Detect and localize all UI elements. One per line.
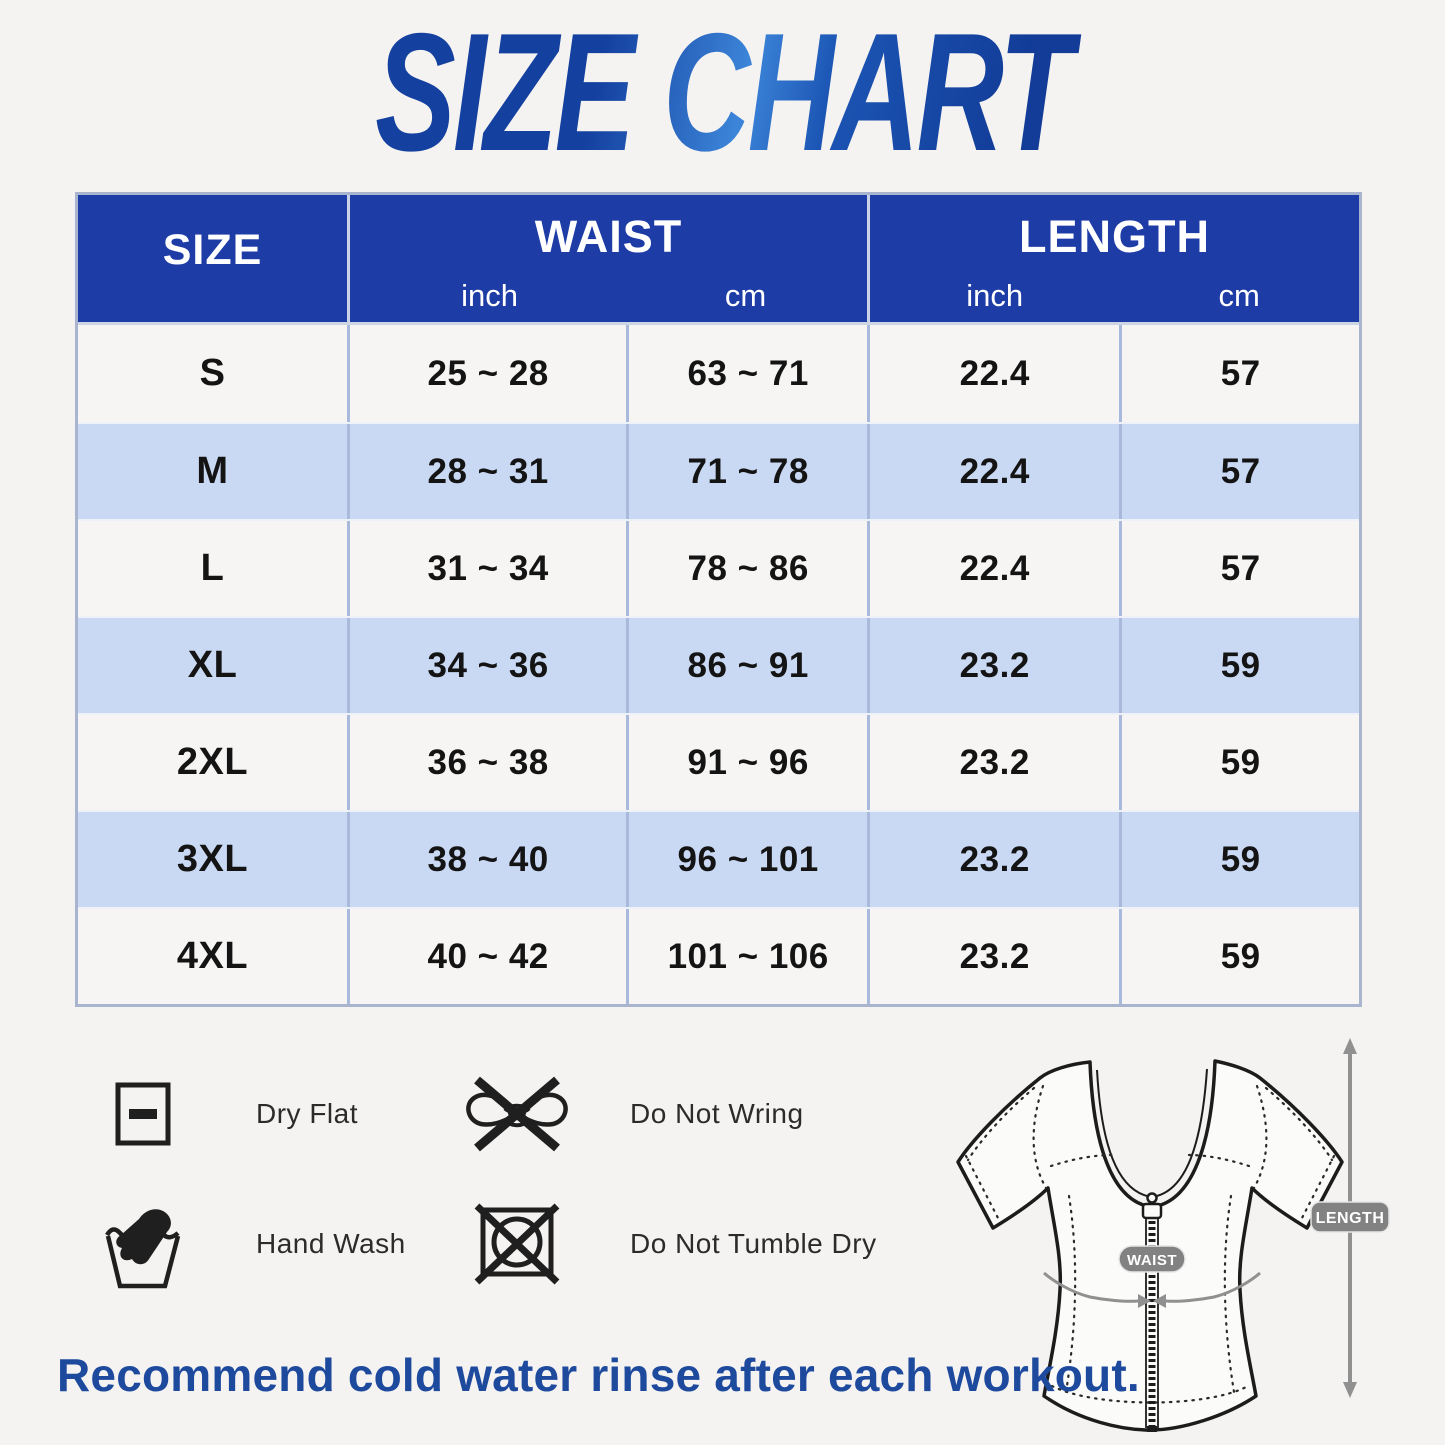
cell-waist-cm: 101 ~ 106	[626, 909, 867, 1004]
table-row	[78, 422, 1359, 519]
cell-length-cm: 57	[1119, 325, 1359, 422]
page-title: SIZE CHART	[202, 8, 1242, 176]
cell-size: 2XL	[176, 741, 249, 783]
cell-waist-cm: 71 ~ 78	[626, 424, 867, 519]
cell-waist-inch: 25 ~ 28	[347, 325, 626, 422]
waist-inch-unit-label: inch	[461, 278, 519, 313]
cell-length-cm: 57	[1119, 521, 1359, 616]
size-table	[75, 192, 1362, 1007]
table-row	[78, 907, 1359, 1004]
cell-length-inch: 23.2	[867, 618, 1119, 713]
care-label: Dry Flat	[256, 1098, 358, 1129]
care-item-do-not-tumble-dry	[452, 1192, 877, 1296]
cell-waist-cm: 91 ~ 96	[626, 715, 867, 810]
care-label: Hand Wash	[256, 1228, 406, 1259]
table-body	[78, 325, 1359, 1004]
cell-waist-cm: 78 ~ 86	[626, 521, 867, 616]
cell-length-inch: 22.4	[867, 521, 1119, 616]
table-row	[78, 519, 1359, 616]
table-row	[78, 616, 1359, 713]
cell-length-inch: 22.4	[867, 325, 1119, 422]
cell-length-cm: 59	[1119, 909, 1359, 1004]
cell-length-cm: 59	[1119, 812, 1359, 907]
column-header-waist	[347, 195, 867, 322]
length-cm-unit-label: cm	[1218, 278, 1260, 313]
cell-waist-cm: 63 ~ 71	[626, 325, 867, 422]
care-label: Do Not Tumble Dry	[630, 1228, 877, 1259]
zipper	[1143, 1194, 1161, 1433]
length-header-label: LENGTH	[1019, 211, 1211, 262]
cell-waist-cm: 86 ~ 91	[626, 618, 867, 713]
do-not-wring-icon	[452, 1071, 582, 1157]
cell-waist-inch: 31 ~ 34	[347, 521, 626, 616]
cell-length-cm: 57	[1119, 424, 1359, 519]
column-header-size: SIZE	[162, 226, 263, 274]
care-item-hand-wash	[78, 1192, 406, 1296]
cell-waist-inch: 40 ~ 42	[347, 909, 626, 1004]
table-row	[78, 810, 1359, 907]
cell-length-inch: 23.2	[867, 812, 1119, 907]
dry-flat-icon	[78, 1081, 208, 1147]
cell-length-inch: 23.2	[867, 909, 1119, 1004]
cell-waist-inch: 36 ~ 38	[347, 715, 626, 810]
cell-size: S	[199, 352, 226, 394]
cell-size: XL	[187, 644, 238, 686]
cell-size: 3XL	[176, 838, 249, 880]
cell-waist-cm: 96 ~ 101	[626, 812, 867, 907]
care-item-do-not-wring	[452, 1062, 804, 1166]
hand-wash-icon	[78, 1197, 208, 1291]
table-row	[78, 713, 1359, 810]
cell-size: 4XL	[176, 935, 249, 977]
column-header-length	[867, 195, 1359, 322]
cell-waist-inch: 34 ~ 36	[347, 618, 626, 713]
length-badge-label: LENGTH	[1315, 1210, 1385, 1227]
waist-header-label: WAIST	[534, 211, 683, 262]
cell-size: M	[196, 450, 229, 492]
care-label: Do Not Wring	[630, 1098, 804, 1129]
length-inch-unit-label: inch	[966, 278, 1024, 313]
cell-length-cm: 59	[1119, 715, 1359, 810]
cell-waist-inch: 28 ~ 31	[347, 424, 626, 519]
table-header-row	[78, 195, 1359, 325]
waist-cm-unit-label: cm	[724, 278, 767, 313]
care-item-dry-flat	[78, 1062, 358, 1166]
cell-size: L	[200, 547, 225, 589]
table-row	[78, 325, 1359, 422]
cell-length-inch: 23.2	[867, 715, 1119, 810]
do-not-tumble-dry-icon	[452, 1202, 582, 1286]
cell-waist-inch: 38 ~ 40	[347, 812, 626, 907]
cell-length-inch: 22.4	[867, 424, 1119, 519]
waist-badge-label: WAIST	[1127, 1252, 1177, 1269]
cell-length-cm: 59	[1119, 618, 1359, 713]
footer-note: Recommend cold water rinse after each workout.	[57, 1349, 1140, 1401]
